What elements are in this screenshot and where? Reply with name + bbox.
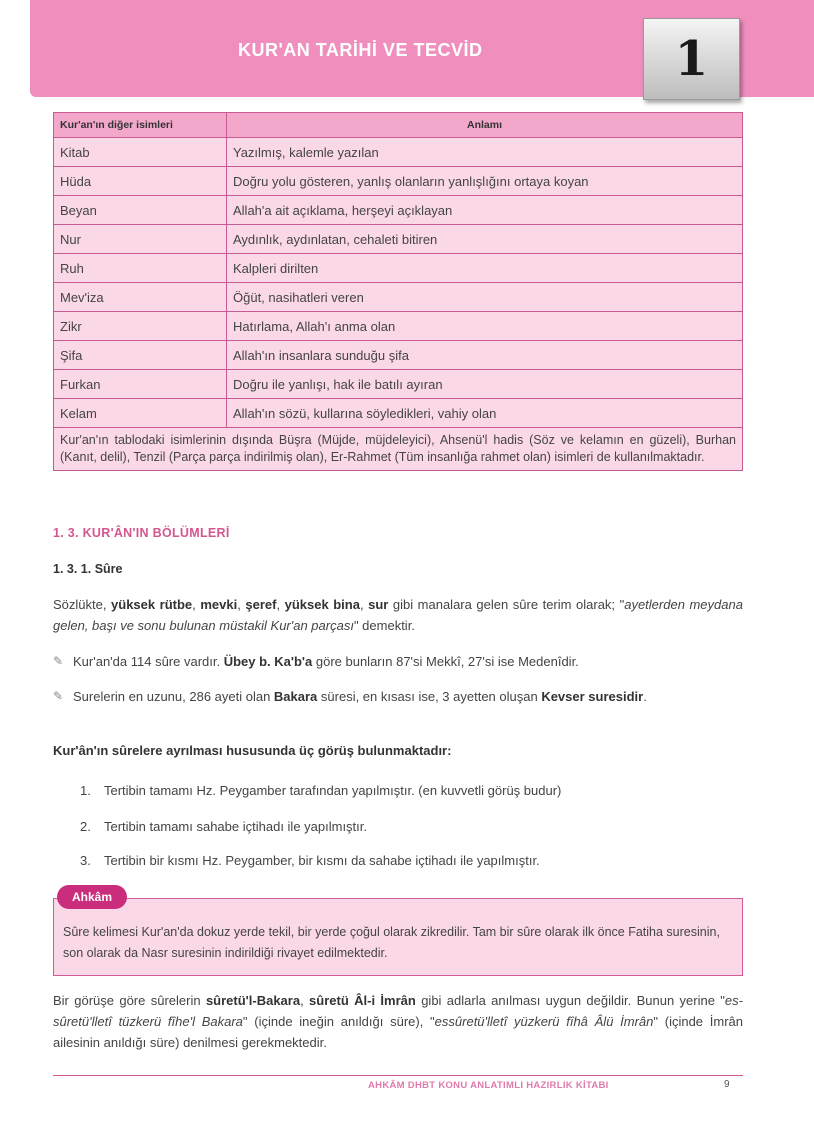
meaning-cell: Öğüt, nasihatleri veren [227, 283, 743, 312]
name-cell: Furkan [54, 370, 227, 399]
meaning-cell: Hatırlama, Allah'ı anma olan [227, 312, 743, 341]
ahkam-badge: Ahkâm [57, 885, 127, 909]
table-row [54, 254, 743, 283]
column-header-meaning: Anlamı [227, 113, 743, 138]
table-row [54, 399, 743, 428]
table-note-row [54, 428, 743, 471]
page-title: KUR'AN TARİHİ VE TECVİD [238, 40, 483, 60]
table-row [54, 225, 743, 254]
chapter-number-box: 1 [643, 18, 740, 100]
name-cell: Mev'iza [54, 283, 227, 312]
table-header-row [54, 113, 743, 138]
list-item: 2. Tertibin tamamı sahabe içtihadı ile yapılmıştır. [80, 819, 368, 834]
name-cell: Hüda [54, 167, 227, 196]
name-cell: Zikr [54, 312, 227, 341]
ahkam-note-text: Sûre kelimesi Kur'an'da dokuz yerde tekil, bir yerde çoğul olarak zikredilir. Tam bir sûre olarak ilk önce Fatiha suresinin, son olarak da Nasr suresinin indirildiği rivayet edilmektedir. [63, 925, 720, 960]
meaning-cell: Aydınlık, aydınlatan, cehaleti bitiren [227, 225, 743, 254]
section-title: 1. 3. KUR'ÂN'IN BÖLÜMLERİ [53, 526, 230, 540]
list-item: 1. Tertibin tamamı Hz. Peygamber tarafından yapılmıştır. (en kuvvetli görüş budur) [80, 783, 562, 798]
table-row [54, 167, 743, 196]
meaning-cell: Allah'a ait açıklama, herşeyi açıklayan [227, 196, 743, 225]
bullet-item [53, 686, 743, 707]
list-item: 3. Tertibin bir kısmı Hz. Peygamber, bir kısmı da sahabe içtihadı ile yapılmıştır. [80, 853, 540, 868]
page-number: 9 [724, 1079, 730, 1090]
bullet-text: Kur'an'da 114 sûre vardır. Übey b. Ka'b'a göre bunların 87'si Mekkî, 27'si ise Medenîdir. [73, 654, 579, 669]
meaning-cell: Doğru ile yanlışı, hak ile batılı ayıran [227, 370, 743, 399]
meaning-cell: Allah'ın sözü, kullarına söyledikleri, vahiy olan [227, 399, 743, 428]
opinions-heading: Kur'ân'ın sûrelere ayrılması hususunda üç görüş bulunmaktadır: [53, 743, 452, 758]
quran-names-table [53, 112, 743, 471]
meaning-cell: Allah'ın insanlara sunduğu şifa [227, 341, 743, 370]
column-header-name: Kur'an'ın diğer isimleri [54, 113, 227, 138]
name-cell: Beyan [54, 196, 227, 225]
meaning-cell: Yazılmış, kalemle yazılan [227, 138, 743, 167]
subsection-title: 1. 3. 1. Sûre [53, 562, 123, 576]
table-note: Kur'an'ın tablodaki isimlerinin dışında Büşra (Müjde, müjdeleyici), Ahsenü'l hadis (Söz ve kelamın en güzeli), Burhan (Kanıt, delil), Tenzil (Parça parça indirilmiş olan), Er-Rahmet (Tüm insanlığa rahmet olan) isimleri de kullanılmaktadır. [54, 428, 743, 471]
table-row [54, 341, 743, 370]
table-row [54, 370, 743, 399]
bullet-text: Surelerin en uzunu, 286 ayeti olan Bakara süresi, en kısası ise, 3 ayetten oluşan Kevser suresidir. [73, 689, 647, 704]
name-cell: Kelam [54, 399, 227, 428]
name-cell: Şifa [54, 341, 227, 370]
footer-divider [53, 1075, 743, 1076]
pen-icon: ✎ [53, 689, 64, 703]
name-cell: Kitab [54, 138, 227, 167]
bullet-item [53, 651, 743, 672]
name-cell: Nur [54, 225, 227, 254]
definition-paragraph: Sözlükte, yüksek rütbe, mevki, şeref, yüksek bina, sur gibi manalara gelen sûre terim olarak; "ayetlerden meydana gelen, başı ve sonu bulunan müstakil Kur'an parçası" demektir. [53, 597, 743, 633]
closing-paragraph: Bir görüşe göre sûrelerin sûretü'l-Bakara, sûretü Âl-i İmrân gibi adlarla anılması uygun değildir. Bunun yerine "es-sûretü'lletî tüzkerü fîhe'l Bakara" (içinde ineğin anıldığı süre), "essûretü'lletî yüzkerü fîhâ Âlü İmrân" (içinde İmrân ailesinin anıldığı süre) denilmesi gerekmektedir. [53, 993, 743, 1050]
pen-icon: ✎ [53, 654, 64, 668]
footer-book-title: AHKÂM DHBT KONU ANLATIMLI HAZIRLIK KİTABI [368, 1080, 609, 1091]
meaning-cell: Kalpleri dirilten [227, 254, 743, 283]
meaning-cell: Doğru yolu gösteren, yanlış olanların yanlışlığını ortaya koyan [227, 167, 743, 196]
name-cell: Ruh [54, 254, 227, 283]
table-row [54, 283, 743, 312]
table-row [54, 196, 743, 225]
table-row [54, 138, 743, 167]
table-row [54, 312, 743, 341]
